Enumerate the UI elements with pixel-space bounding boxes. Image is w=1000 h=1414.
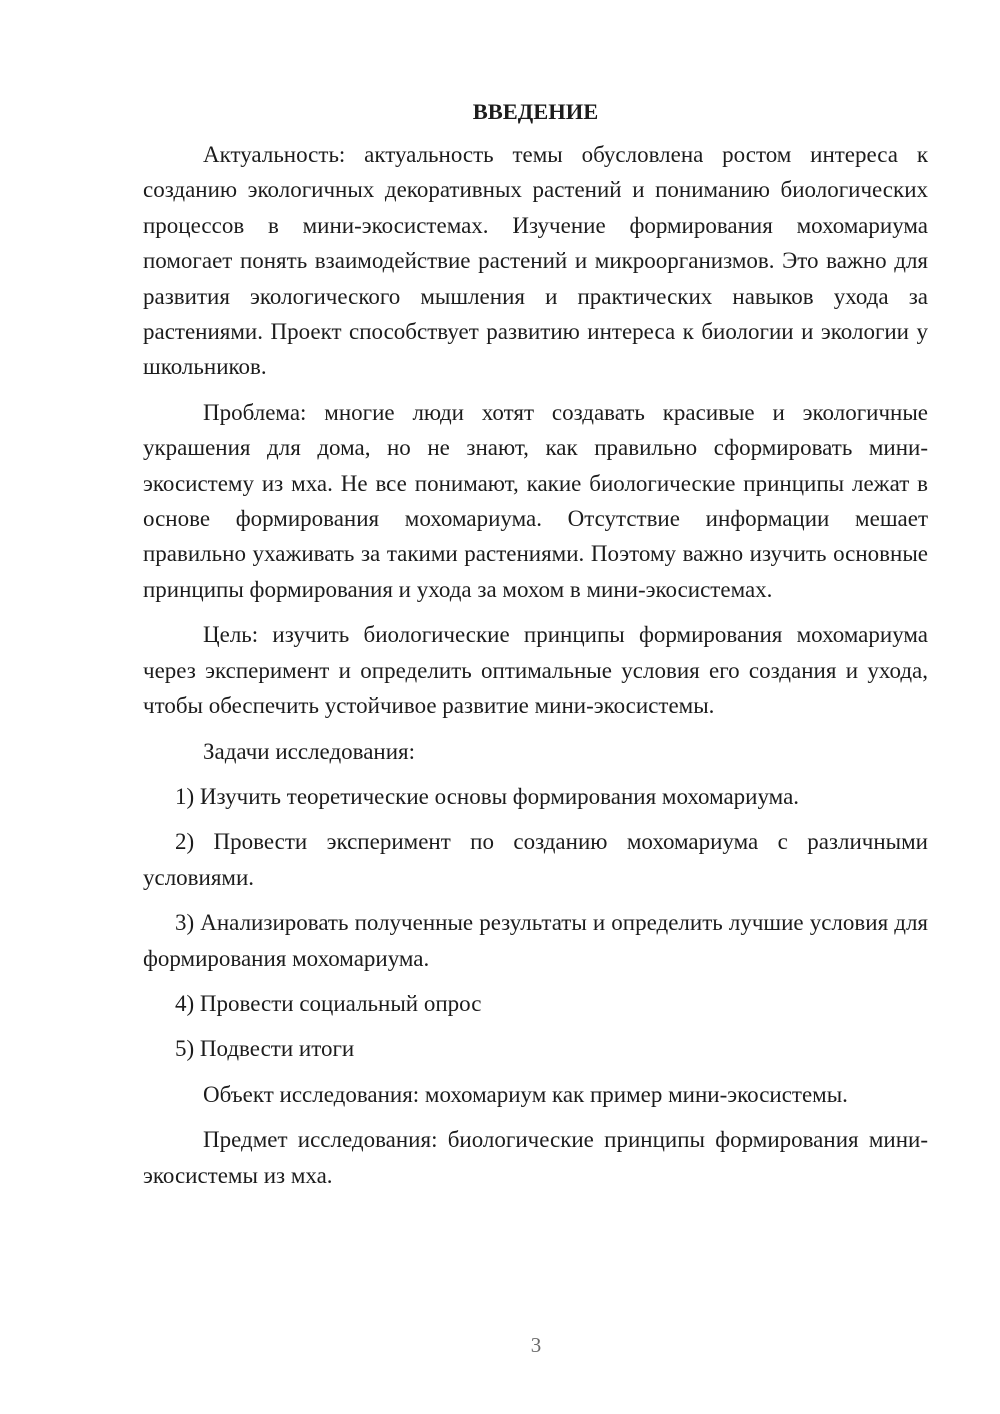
task-item-1: 1) Изучить теоретические основы формирования мохомариума. bbox=[175, 783, 800, 809]
goal-paragraph: Цель: изучить биологические принципы формирования мохомариума через эксперимент и определить оптимальные условия его создания и ухода, чтобы обеспечить устойчивое развитие мини-экосистемы. bbox=[143, 622, 928, 719]
task-item-2: 2) Провести эксперимент по созданию мохомариума с различными условиями. bbox=[143, 829, 928, 890]
task-item-4: 4) Провести социальный опрос bbox=[175, 990, 482, 1016]
task-item-5: 5) Подвести итоги bbox=[175, 1036, 355, 1062]
page-number: 3 bbox=[530, 1333, 542, 1357]
problem-paragraph: Проблема: многие люди хотят создавать красивые и экологичные украшения для дома, но не знают, как правильно сформировать мини-экосистему из мха. Не все понимают, какие биологические принципы лежат в основе формирования мохомариума. Отсутствие информации мешает правильно ухаживать за такими растениями. Поэтому важно изучить основные принципы формирования и ухода за мохом в мини-экосистемах. bbox=[143, 399, 928, 602]
subject-paragraph: Предмет исследования: биологические принципы формирования мини-экосистемы из мха. bbox=[143, 1127, 928, 1188]
task-item-3: 3) Анализировать полученные результаты и определить лучшие условия для формирования мохомариума. bbox=[143, 910, 928, 971]
tasks-title: Задачи исследования: bbox=[203, 738, 416, 764]
relevance-paragraph: Актуальность: актуальность темы обусловлена ростом интереса к созданию экологичных декоративных растений и пониманию биологических процессов в мини-экосистемах. Изучение формирования мохомариума помогает понять взаимодействие растений и микроорганизмов. Это важно для развития экологического мышления и практических навыков ухода за растениями. Проект способствует развитию интереса к биологии и экологии у школьников. bbox=[143, 142, 928, 380]
object-paragraph: Объект исследования: мохомариум как пример мини-экосистемы. bbox=[203, 1081, 848, 1107]
section-heading: ВВЕДЕНИЕ bbox=[472, 99, 599, 124]
page-content bbox=[143, 94, 928, 1203]
